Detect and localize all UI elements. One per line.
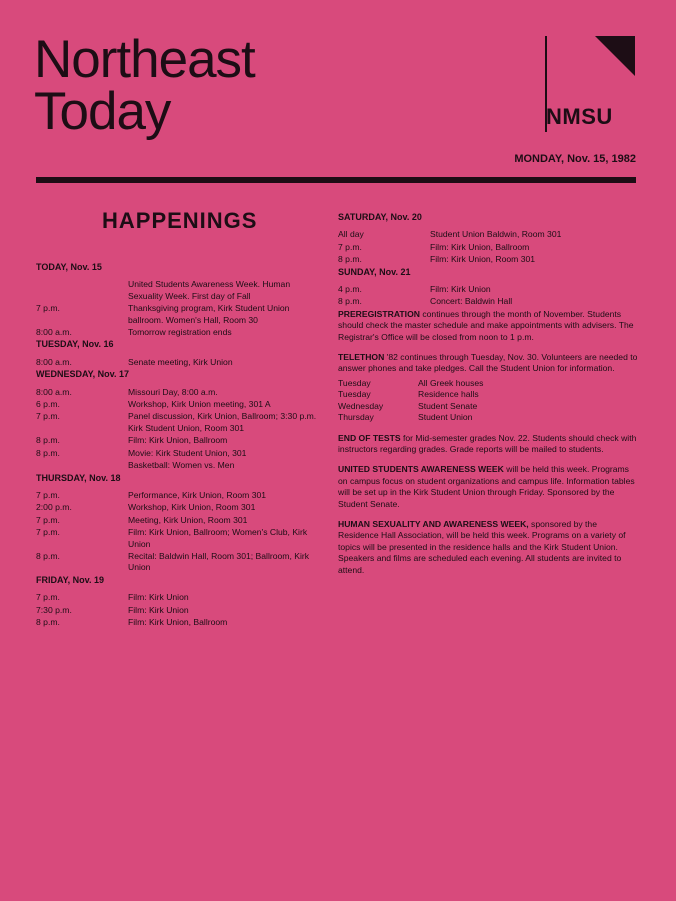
masthead-line1: Northeast bbox=[34, 30, 255, 89]
day-block bbox=[36, 575, 326, 629]
event-row bbox=[36, 515, 326, 526]
event-time: 7 p.m. bbox=[36, 527, 60, 538]
event-time: 7 p.m. bbox=[338, 241, 362, 252]
para-body: sponsored by the Residence Hall Association, will be held this week. Programs on a variety of topics will be presented in the residence halls and the Kirk Student Union. Speakers and films are scheduled each evening. All students are invited to attend. bbox=[338, 518, 626, 575]
event-row bbox=[36, 357, 326, 368]
event-time: 7 p.m. bbox=[36, 489, 60, 500]
day-heading: TUESDAY, Nov. 16 bbox=[36, 339, 114, 350]
event-description: Performance, Kirk Union, Room 301 bbox=[128, 489, 267, 500]
left-column bbox=[36, 262, 326, 629]
paragraph-telethon bbox=[338, 352, 638, 375]
schedule-group: All Greek houses bbox=[418, 377, 484, 388]
event-row bbox=[338, 296, 638, 307]
event-row bbox=[36, 605, 326, 616]
paragraph-preregistration bbox=[338, 309, 638, 343]
event-time: 8 p.m. bbox=[36, 435, 60, 446]
section-title: HAPPENINGS bbox=[102, 208, 258, 233]
event-time: 6 p.m. bbox=[36, 399, 60, 410]
day-heading: WEDNESDAY, Nov. 17 bbox=[36, 369, 130, 380]
event-description: Film: Kirk Union, Ballroom; Women's Club, Kirk Union bbox=[128, 527, 308, 549]
event-description: Meeting, Kirk Union, Room 301 bbox=[128, 514, 248, 525]
event-description: Film: Kirk Union bbox=[128, 604, 189, 615]
event-time: 7 p.m. bbox=[36, 303, 60, 314]
event-row bbox=[36, 551, 326, 574]
event-time: 7 p.m. bbox=[36, 592, 60, 603]
telethon-schedule bbox=[338, 378, 638, 424]
schedule-group: Student Senate bbox=[418, 400, 478, 411]
event-description: Senate meeting, Kirk Union bbox=[128, 356, 233, 367]
saturday-block bbox=[338, 212, 638, 266]
event-description: Workshop, Kirk Union meeting, 301 A bbox=[128, 399, 271, 410]
event-row bbox=[36, 303, 326, 326]
event-time: 8:00 a.m. bbox=[36, 327, 72, 338]
event-description: Student Union Baldwin, Room 301 bbox=[430, 229, 562, 240]
event-description: Missouri Day, 8:00 a.m. bbox=[128, 386, 218, 397]
para-body: continues through the month of November. Students should check the master schedule and make appointments with advisers. The Registrar's Office will be closed from noon to 1 p.m. bbox=[338, 308, 634, 342]
event-description: Film: Kirk Union, Ballroom bbox=[128, 616, 228, 627]
event-row bbox=[36, 448, 326, 459]
day-heading: THURSDAY, Nov. 18 bbox=[36, 472, 121, 483]
event-row bbox=[36, 387, 326, 398]
day-heading: SUNDAY, Nov. 21 bbox=[338, 266, 411, 277]
event-time: 4 p.m. bbox=[338, 284, 362, 295]
event-row bbox=[338, 242, 638, 253]
schedule-day: Wednesday bbox=[338, 400, 384, 411]
para-body: for Mid-semester grades Nov. 22. Students should check with instructors regarding grades. Grade reports will be mailed to students. bbox=[338, 432, 637, 454]
schedule-day: Tuesday bbox=[338, 389, 371, 400]
event-description: Film: Kirk Union, Ballroom bbox=[430, 241, 530, 252]
event-time: All day bbox=[338, 229, 364, 240]
schedule-row bbox=[338, 389, 638, 400]
event-time: 8:00 a.m. bbox=[36, 386, 72, 397]
schedule-row bbox=[338, 412, 638, 423]
event-row bbox=[36, 327, 326, 338]
para-head: HUMAN SEXUALITY AND AWARENESS WEEK, bbox=[338, 518, 529, 529]
event-description: Recital: Baldwin Hall, Room 301; Ballroom, Kirk Union bbox=[128, 550, 310, 573]
day-block bbox=[36, 473, 326, 574]
para-head: UNITED STUDENTS AWARENESS WEEK bbox=[338, 464, 504, 475]
day-block bbox=[36, 369, 326, 471]
event-row bbox=[36, 527, 326, 550]
event-description: Film: Kirk Union, Room 301 bbox=[430, 254, 536, 265]
event-row bbox=[36, 502, 326, 513]
para-head: END OF TESTS bbox=[338, 432, 401, 443]
event-description: Concert: Baldwin Hall bbox=[430, 296, 513, 307]
schedule-row bbox=[338, 401, 638, 412]
event-time bbox=[36, 279, 128, 302]
masthead-line2: Today bbox=[34, 82, 171, 141]
schedule-day: Thursday bbox=[338, 412, 374, 423]
event-time: 8 p.m. bbox=[36, 550, 60, 561]
event-time: 7:30 p.m. bbox=[36, 604, 72, 615]
day-block bbox=[36, 339, 326, 368]
event-row bbox=[36, 399, 326, 410]
event-time: 8 p.m. bbox=[36, 447, 60, 458]
event-row bbox=[338, 254, 638, 265]
para-head: PREREGISTRATION bbox=[338, 308, 420, 319]
event-description: United Students Awareness Week. Human Sexuality Week. First day of Fall bbox=[128, 279, 291, 301]
dateline: MONDAY, Nov. 15, 1982 bbox=[514, 153, 636, 165]
event-time: 7 p.m. bbox=[36, 411, 60, 422]
sunday-block bbox=[338, 267, 638, 308]
paragraph-awareness-week bbox=[338, 464, 638, 510]
paragraph-human-sexuality bbox=[338, 519, 638, 576]
event-description: Tomorrow registration ends bbox=[128, 327, 232, 338]
nmsu-logo: NMSU bbox=[546, 104, 613, 129]
schedule-group: Student Union bbox=[418, 412, 473, 423]
event-row bbox=[338, 284, 638, 295]
event-time bbox=[36, 460, 128, 471]
right-column bbox=[338, 212, 638, 585]
masthead bbox=[34, 30, 255, 141]
event-row bbox=[36, 592, 326, 603]
event-time: 8 p.m. bbox=[338, 254, 362, 265]
event-description: Panel discussion, Kirk Union, Ballroom; 3:30 p.m. Kirk Student Union, Room 301 bbox=[128, 411, 317, 433]
paragraph-end-of-tests bbox=[338, 433, 638, 456]
event-description: Film: Kirk Union, Ballroom bbox=[128, 435, 228, 446]
para-head: TELETHON bbox=[338, 352, 385, 363]
event-description: Movie: Kirk Student Union, 301 bbox=[128, 447, 247, 458]
para-body: '82 continues through Tuesday, Nov. 30. Volunteers are needed to answer phones and take pledges. Call the Student Union for information. bbox=[338, 352, 638, 374]
event-row bbox=[36, 435, 326, 446]
event-time: 7 p.m. bbox=[36, 514, 60, 525]
para-body: will be held this week. Programs on campus focus on student organizations and campus life. Information tables will be set up in the Kirk Student Union through Friday. Sponsored by the Student Senate. bbox=[338, 464, 635, 509]
event-description: Workshop, Kirk Union, Room 301 bbox=[128, 502, 256, 513]
day-heading: SATURDAY, Nov. 20 bbox=[338, 212, 422, 222]
event-description: Basketball: Women vs. Men bbox=[128, 460, 235, 471]
event-row bbox=[36, 279, 326, 302]
event-description: Thanksgiving program, Kirk Student Union ballroom. Women's Hall, Room 30 bbox=[128, 303, 290, 325]
event-row bbox=[36, 490, 326, 501]
event-row bbox=[36, 617, 326, 628]
event-time: 8 p.m. bbox=[338, 296, 362, 307]
day-heading: FRIDAY, Nov. 19 bbox=[36, 574, 105, 585]
day-heading: TODAY, Nov. 15 bbox=[36, 262, 102, 272]
logo-triangle-icon bbox=[595, 36, 635, 76]
schedule-group: Residence halls bbox=[418, 389, 479, 400]
header-rule bbox=[36, 177, 636, 183]
event-row bbox=[36, 460, 326, 471]
event-description: Film: Kirk Union bbox=[430, 284, 491, 295]
schedule-day: Tuesday bbox=[338, 377, 371, 388]
event-time: 8:00 a.m. bbox=[36, 356, 72, 367]
event-row bbox=[338, 229, 638, 240]
schedule-row bbox=[338, 378, 638, 389]
day-block bbox=[36, 262, 326, 338]
event-time: 2:00 p.m. bbox=[36, 502, 72, 513]
event-time: 8 p.m. bbox=[36, 616, 60, 627]
event-row bbox=[36, 411, 326, 434]
event-description: Film: Kirk Union bbox=[128, 592, 189, 603]
